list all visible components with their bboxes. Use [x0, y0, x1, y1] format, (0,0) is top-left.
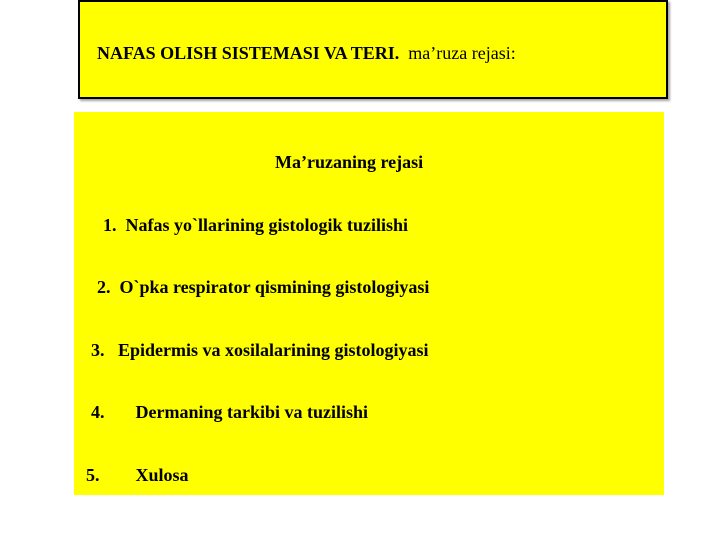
title-sub: ma’ruza rejasi: [408, 43, 516, 63]
plan-item-number: 4. [91, 402, 105, 422]
plan-item-1 [103, 215, 408, 236]
plan-item-3 [91, 340, 429, 361]
plan-heading: Ma’ruzaning rejasi [275, 152, 424, 172]
plan-item-text: O`pka respirator qismining gistologiyasi [119, 277, 430, 297]
plan-item-number: 1. [103, 215, 117, 235]
plan-item-4 [91, 402, 368, 423]
plan-item-2 [97, 277, 429, 298]
slide-title [97, 43, 516, 64]
title-main: NAFAS OLISH SISTEMASI VA TERI. [97, 43, 400, 63]
plan-item-text: Xulosa [135, 465, 189, 485]
plan-item-text: Epidermis va xosilalarining gistologiyasi [118, 340, 429, 360]
plan-item-5 [86, 465, 189, 486]
title-box [78, 0, 668, 99]
plan-item-number: 2. [97, 277, 111, 297]
plan-item-text: Nafas yo`llarining gistologik tuzilishi [125, 215, 409, 235]
plan-item-text: Dermaning tarkibi va tuzilishi [135, 402, 369, 422]
plan-item-number: 5. [86, 465, 100, 485]
plan-item-number: 3. [91, 340, 105, 360]
plan-box [74, 112, 664, 495]
